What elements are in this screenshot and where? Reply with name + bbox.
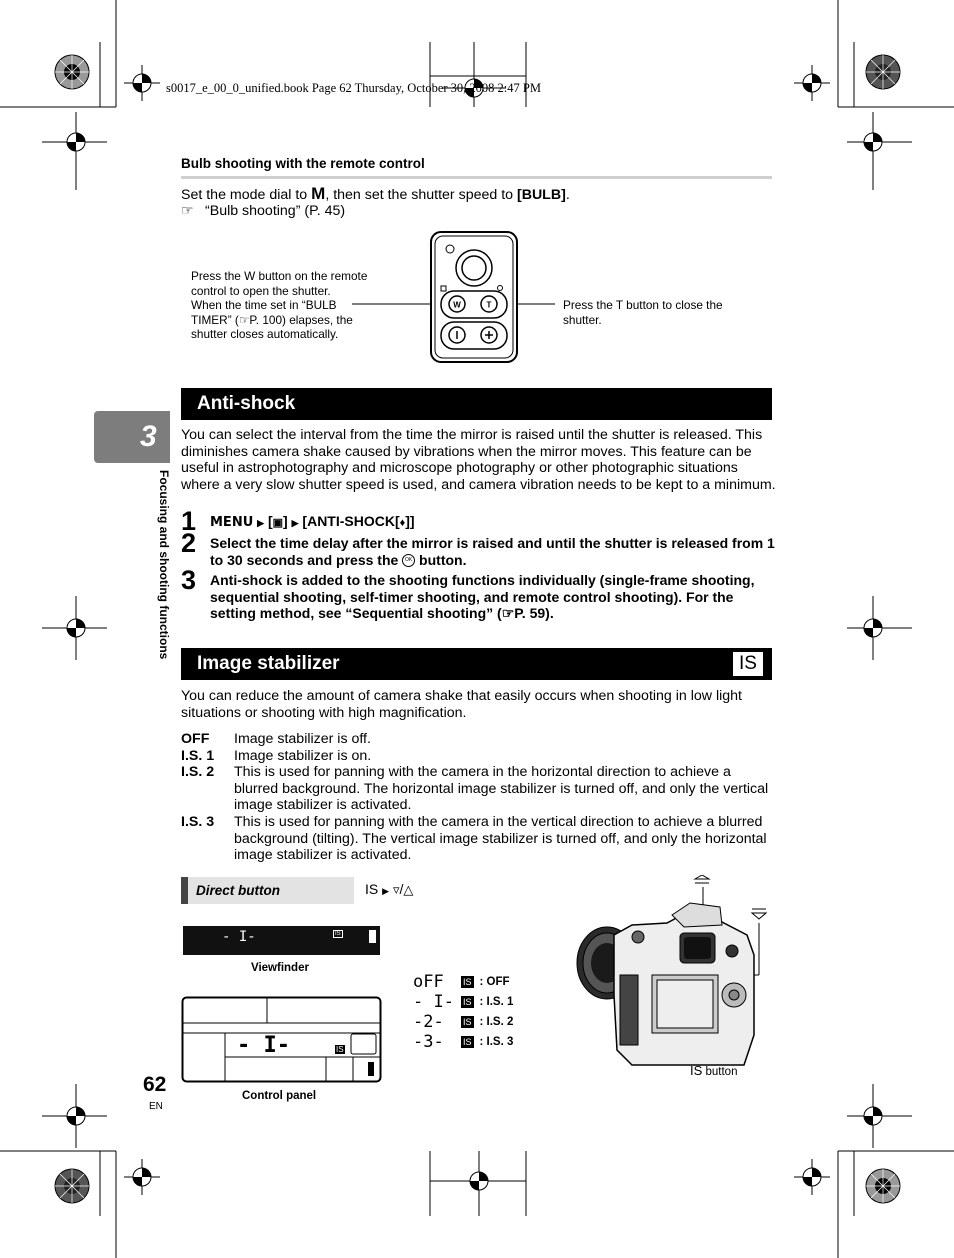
w-button-label: W bbox=[453, 300, 461, 310]
viewfinder-lcd-value: - I- bbox=[222, 929, 256, 945]
camera-illustration bbox=[572, 875, 777, 1075]
mode-row: I.S. 3 This is used for panning with the camera in the vertical direction to achieve a blurred background (tilting). The vertical image stabilizer is turned off, and only the horizontal image stabilizer is activated. bbox=[181, 813, 767, 864]
step-2-number: 2 bbox=[181, 528, 197, 558]
t-button-label: T bbox=[486, 300, 492, 310]
step-2-text: Select the time delay after the mirror is raised and until the shutter is released from 1 to 30 seconds and press the OK button. bbox=[210, 535, 775, 568]
remote-left-callout: Press the W button on the remote control to open the shutter. When the time set in “BULB TIMER” (☞P. 100) elapses, the shutter closes automatically. bbox=[191, 269, 368, 341]
menu-tab-icon: ▣ bbox=[272, 517, 284, 529]
is-badge: IS bbox=[733, 652, 763, 676]
language-code: EN bbox=[149, 1101, 163, 1112]
direct-button-label: Direct button bbox=[196, 883, 280, 898]
antishock-heading: Anti-shock bbox=[181, 388, 772, 420]
is-icon: IS bbox=[463, 1017, 472, 1027]
running-header: s0017_e_00_0_unified.book Page 62 Thursday, October 30, 2008 2:47 PM bbox=[166, 81, 541, 95]
chapter-tab bbox=[94, 411, 170, 463]
control-panel-is-icon: IS bbox=[336, 1045, 344, 1054]
is-icon: IS bbox=[463, 997, 472, 1007]
control-panel-label: Control panel bbox=[242, 1090, 317, 1102]
remote-control-diagram bbox=[340, 228, 570, 368]
antishock-intro: You can select the interval from the time the mirror is raised until the shutter is released. This diminishes camera shake caused by vibrations when the mirror moves. This feature can be useful in astrophotography and microscope photography or other photographic situations where a very slow shutter speed is used, and camera vibration needs to be kept to a minimum. bbox=[181, 427, 776, 493]
step-1-number: 1 bbox=[181, 506, 197, 536]
is-button-label: IS button bbox=[690, 1063, 738, 1078]
is-icon: IS bbox=[463, 977, 472, 987]
mode-list bbox=[181, 731, 777, 864]
legend-row: - I- IS : I.S. 1 bbox=[413, 992, 514, 1012]
reference-hand-icon: ☞ bbox=[181, 203, 194, 219]
chapter-number: 3 bbox=[140, 420, 157, 453]
reference-hand-icon: ☞ bbox=[238, 312, 250, 327]
chapter-label: Focusing and shooting functions bbox=[157, 470, 171, 660]
bulb-title: Bulb shooting with the remote control bbox=[181, 156, 425, 171]
step-1-text: MENU ▶ [▣] ▶ [ANTI-SHOCK[♦]] bbox=[210, 513, 415, 530]
stabilizer-intro: You can reduce the amount of camera shake that easily occurs when shooting in low light situations or shooting with high magnification. bbox=[181, 688, 743, 721]
direct-button-sequence: IS ▶ ▿/△ bbox=[365, 881, 414, 897]
arrow-icon: ▶ bbox=[257, 518, 265, 528]
stabilizer-heading: Image stabilizer bbox=[181, 648, 772, 680]
page-number: 62 bbox=[143, 1073, 167, 1096]
bulb-reference: ☞ “Bulb shooting” (P. 45) bbox=[181, 203, 346, 219]
mode-row: OFF Image stabilizer is off. bbox=[181, 731, 371, 747]
step-3-text: Anti-shock is added to the shooting functions individually (single-frame shooting, sequential shooting, self-timer shooting, and remote control shooting). For the setting method, see “Sequential shooting” (☞P. 59). bbox=[210, 572, 755, 622]
viewfinder-is-icon: IS bbox=[335, 931, 341, 937]
dial-rear-icon: ▿ bbox=[392, 882, 400, 897]
arrow-icon: ▶ bbox=[382, 886, 390, 896]
remote-right-callout: Press the T button to close the shutter. bbox=[563, 298, 723, 327]
reference-hand-icon: ☞ bbox=[501, 605, 515, 622]
is-legend bbox=[413, 972, 513, 1052]
mode-row: I.S. 2 This is used for panning with the camera in the horizontal direction to achieve a blurred background. The horizontal image stabilizer is turned off, and only the vertical image stabilizer is activated. bbox=[181, 764, 769, 814]
legend-row: -2- IS : I.S. 2 bbox=[413, 1012, 514, 1032]
step-3-number: 3 bbox=[181, 565, 197, 595]
viewfinder-battery-icon bbox=[369, 930, 376, 943]
dial-front-icon: △ bbox=[403, 882, 414, 897]
arrow-icon: ▶ bbox=[291, 518, 299, 528]
antishock-icon: ♦ bbox=[399, 517, 406, 529]
legend-row: oFF IS : OFF bbox=[413, 972, 510, 992]
mode-row: I.S. 1 Image stabilizer is on. bbox=[181, 747, 372, 764]
legend-row: -3- IS : I.S. 3 bbox=[413, 1032, 514, 1052]
viewfinder-label: Viewfinder bbox=[251, 962, 309, 974]
chapter-label-wrap bbox=[155, 470, 173, 700]
control-panel-lcd-value: - I- bbox=[237, 1033, 290, 1058]
direct-button-accent bbox=[181, 877, 188, 904]
bulb-rule bbox=[181, 176, 772, 179]
ok-button-icon: OK bbox=[402, 554, 415, 567]
viewfinder-display bbox=[183, 926, 380, 955]
bulb-line1: Set the mode dial to M, then set the shutter speed to [BULB]. bbox=[181, 184, 570, 203]
is-icon: IS bbox=[463, 1037, 472, 1047]
